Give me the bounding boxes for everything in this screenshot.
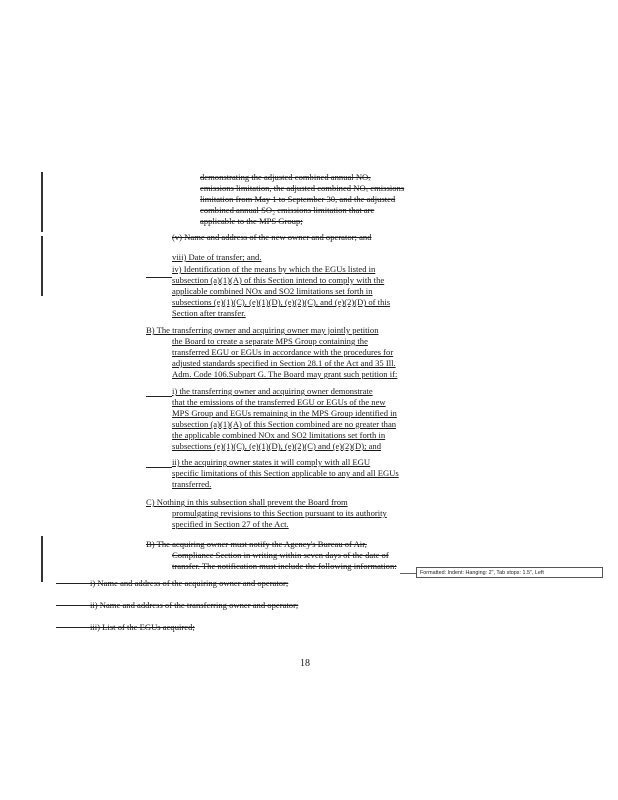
struck-line: emissions limitation, the adjusted combined NOₓ emissions (200, 183, 405, 193)
formatting-balloon[interactable]: Formatted: Indent: Hanging: 2", Tab stops: 1.5", Left (416, 567, 603, 578)
leader-rule (146, 396, 172, 397)
struck-para-b-line: transfer. The notification must include the following information: (172, 561, 397, 571)
para-i-line: i) the transferring owner and acquiring owner demonstrate (172, 386, 373, 396)
item-v: (v) Name and address of the new owner and operator; and (172, 232, 372, 242)
struck-list-item: iii) List of the EGUs acquired; (90, 622, 195, 632)
para-b-line: adjusted standards specified in Section 28.1 of the Act and 35 Ill. (172, 358, 396, 368)
para-b-line: transferred EGU or EGUs in accordance with the procedures for (172, 347, 394, 357)
para-i-line: the applicable combined NOx and SO2 limitations set forth in (172, 430, 386, 440)
leader-rule (56, 627, 90, 628)
item-iv-line: Section after transfer. (172, 308, 246, 318)
para-i-line: subsection (a)(1)(A) of this Section combined are no greater than (172, 419, 397, 429)
item-iv-line: subsection (a)(1)(A) of this Section intend to comply with the (172, 275, 385, 285)
balloon-connector (400, 573, 416, 574)
para-ii-line: specific limitations of this Section applicable to any and all EGUs (172, 468, 399, 478)
para-i-line: MPS Group and EGUs remaining in the MPS Group identified in (172, 408, 397, 418)
item-iv-line: iv) Identification of the means by which the EGUs listed in (172, 264, 376, 274)
para-c-line: promulgating revisions to this Section pursuant to its authority (172, 508, 387, 518)
page-number: 18 (300, 658, 310, 669)
struck-line: combined annual SO₂ emissions limitation that are (200, 205, 375, 215)
struck-para-b-line: B) The acquiring owner must notify the Agency's Bureau of Air, (146, 539, 367, 549)
para-b-line: B) The transferring owner and acquiring owner may jointly petition (146, 325, 379, 335)
para-c-line: C) Nothing in this subsection shall prevent the Board from (146, 497, 348, 507)
para-ii-line: transferred. (172, 479, 212, 489)
leader-rule (56, 583, 90, 584)
para-b-line: Adm. Code 106.Subpart G. The Board may grant such petition if: (172, 369, 398, 379)
leader-rule (56, 605, 90, 606)
leader-rule (146, 467, 172, 468)
struck-line: demonstrating the adjusted combined annual NOₓ (200, 172, 371, 182)
struck-line: limitation from May 1 to September 30, and the adjusted (200, 194, 396, 204)
change-bar (41, 536, 43, 582)
para-b-line: the Board to create a separate MPS Group containing the (172, 336, 368, 346)
para-c-line: specified in Section 27 of the Act. (172, 519, 289, 529)
leader-rule (146, 277, 172, 278)
struck-list-item: i) Name and address of the acquiring owner and operator; (90, 578, 289, 588)
para-i-line: that the emissions of the transferred EGU or EGUs of the new (172, 397, 386, 407)
struck-list-item: ii) Name and address of the transferring owner and operator; (90, 600, 299, 610)
struck-line: applicable to the MPS Group; (200, 216, 303, 226)
item-iv-line: applicable combined NOx and SO2 limitations set forth in (172, 286, 373, 296)
struck-para-b-line: Compliance Section in writing within seven days of the date of (172, 550, 389, 560)
item-viii: viii) Date of transfer; and. (172, 252, 262, 262)
item-iv-line: subsections (e)(1)(C), (e)(1)(D), (e)(2)(C), and (e)(2)(D) of this (172, 297, 391, 307)
para-i-line: subsections (e)(1)(C), (e)(1)(D), (e)(2)(C) and (e)(2)(D); and (172, 441, 382, 451)
para-ii-line: ii) the acquiring owner states it will comply with all EGU (172, 457, 371, 467)
change-bar (41, 236, 43, 296)
change-bar (41, 172, 43, 232)
